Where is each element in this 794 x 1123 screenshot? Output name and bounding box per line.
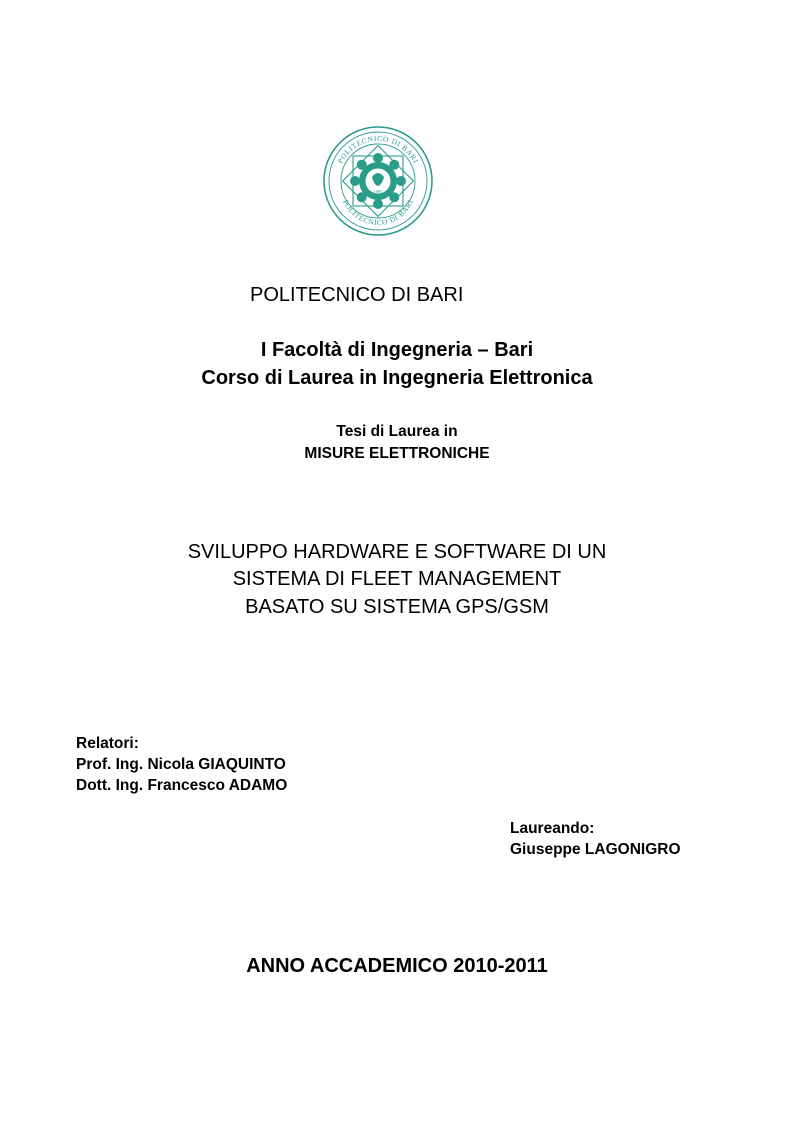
candidate-block <box>510 818 681 860</box>
thesis-title-line: BASATO SU SISTEMA GPS/GSM <box>245 596 549 618</box>
supervisor-name: Dott. Ing. Francesco ADAMO <box>76 777 288 794</box>
degree-course: Corso di Laurea in Ingegneria Elettronica <box>201 367 593 389</box>
candidate-name: Giuseppe LAGONIGRO <box>510 841 681 858</box>
candidate-label: Laureando: <box>510 820 595 837</box>
academic-year: ANNO ACCADEMICO 2010-2011 <box>246 955 548 977</box>
thesis-subject: MISURE ELETTRONICHE <box>304 445 490 462</box>
svg-text:POLITECNICO DI BARI: POLITECNICO DI BARI <box>340 198 416 228</box>
svg-text:1990: 1990 <box>373 189 383 194</box>
thesis-title-line: SISTEMA DI FLEET MANAGEMENT <box>232 568 562 590</box>
university-name: POLITECNICO DI BARI <box>250 284 464 306</box>
faculty-name: I Facoltà di Ingegneria – Bari <box>260 339 534 361</box>
svg-text:POLITECNICO DI BARI: POLITECNICO DI BARI <box>335 133 421 165</box>
university-seal-icon <box>322 125 434 237</box>
supervisors-block <box>76 733 287 796</box>
thesis-title-line: SVILUPPO HARDWARE E SOFTWARE DI UN <box>187 541 607 563</box>
supervisors-label: Relatori: <box>76 735 139 752</box>
supervisor-name: Prof. Ing. Nicola GIAQUINTO <box>76 756 286 773</box>
thesis-type: Tesi di Laurea in <box>336 423 458 440</box>
